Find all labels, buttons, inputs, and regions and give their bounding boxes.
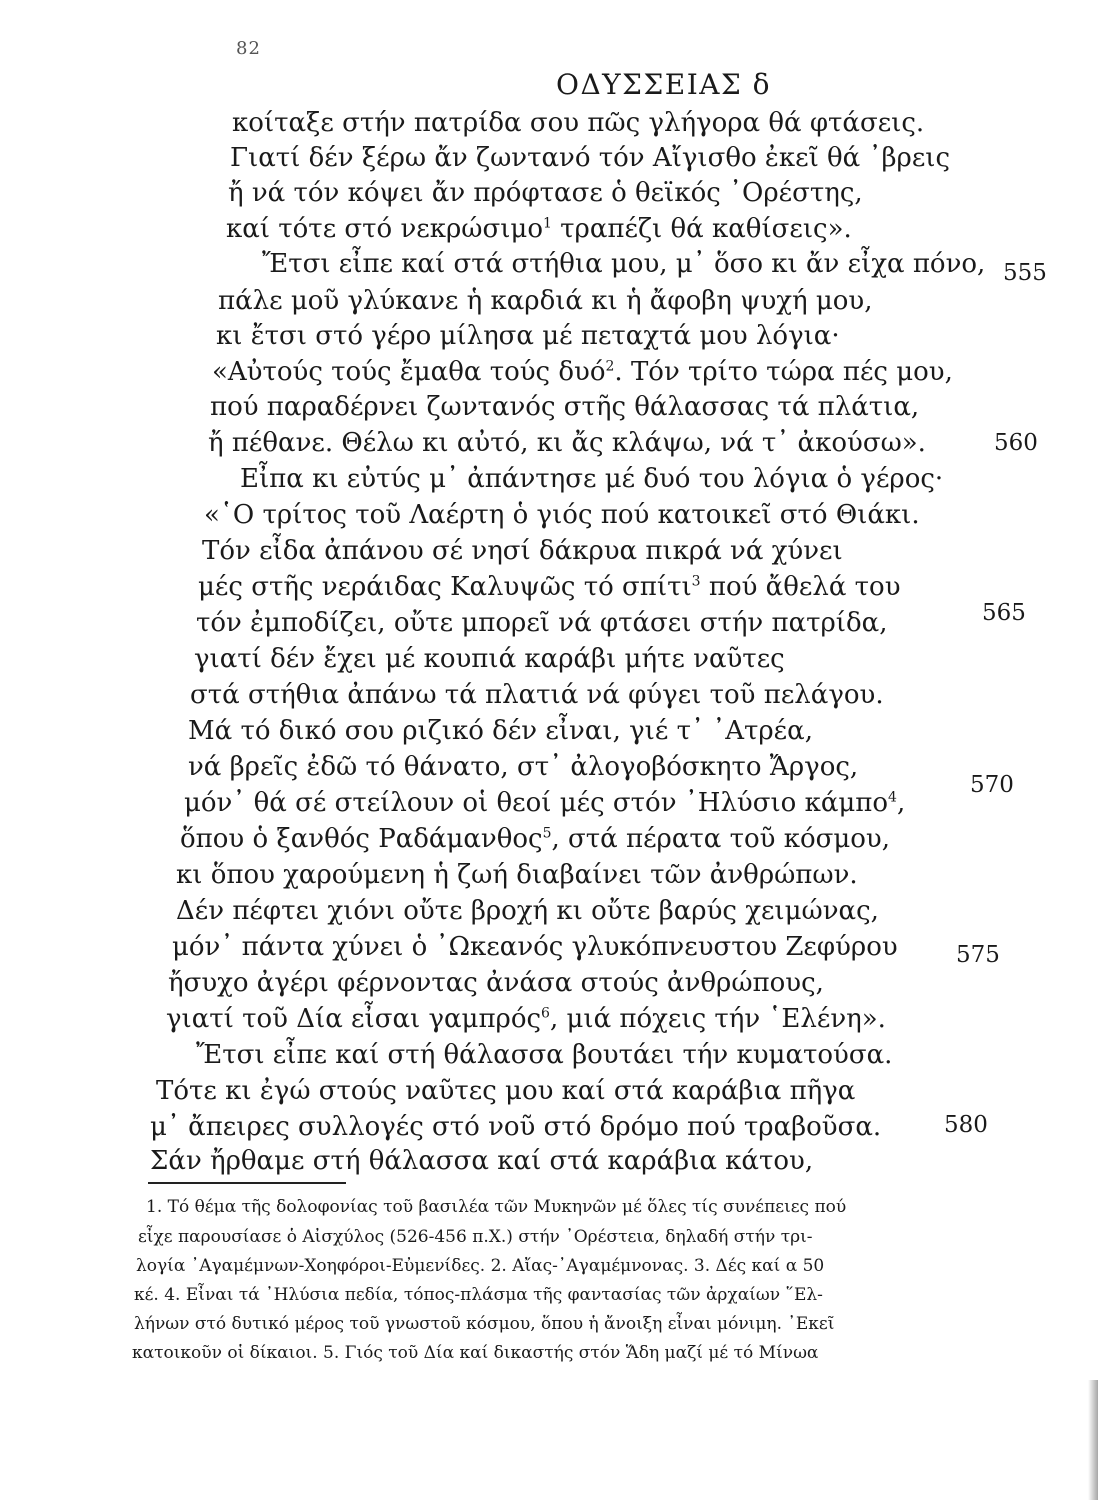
line-number: 560: [994, 430, 1038, 456]
verse-line: καί τότε στό νεκρώσιμο$^1$ τραπέζι θά καθίσεις».: [226, 214, 852, 244]
footnote-marker: 2: [605, 358, 615, 375]
verse-line: Ἔτσι εἶπε καί στή θάλασσα βουτάει τήν κυματούσα.: [196, 1040, 893, 1070]
footnote-marker: 6: [541, 1005, 550, 1022]
running-title: ΟΔΥΣΣΕΙΑΣ δ: [556, 68, 772, 101]
verse-line: κοίταξε στήν πατρίδα σου πῶς γλήγορα θά φτάσεις.: [232, 108, 925, 138]
verse-line: τόν ἐμποδίζει, οὔτε μπορεῖ νά φτάσει στήν πατρίδα,: [196, 608, 888, 638]
footnote-marker: 3: [691, 573, 701, 590]
verse-line: μές στῆς νεράιδας Καλυψῶς τό σπίτι$^3$ πού ἄθελά του: [198, 572, 901, 602]
footnote-line: λήνων στό δυτικό μέρος τοῦ γνωστοῦ κόσμου, ὅπου ἡ ἄνοιξη εἶναι μόνιμη. ᾿Εκεῖ: [134, 1314, 835, 1334]
verse-line: γιατί τοῦ Δία εἶσαι γαμπρός$^6$, μιά πόχεις τήν ῾Ελένη».: [166, 1004, 886, 1034]
line-number: 580: [944, 1112, 988, 1138]
line-number: 575: [956, 942, 1000, 968]
verse-line: μόν᾿ πάντα χύνει ὁ ᾿Ωκεανός γλυκόπνευστου Ζεφύρου: [172, 932, 898, 962]
verse-line: ἤ νά τόν κόψει ἄν πρόφτασε ὁ θεϊκός ᾿Ορέστης,: [228, 178, 863, 208]
verse-line: πού παραδέρνει ζωντανός στῆς θάλασσας τά πλάτια,: [210, 392, 920, 422]
verse-line: Μά τό δικό σου ριζικό δέν εἶναι, γιέ τ᾿ ᾿Ατρέα,: [188, 716, 813, 746]
line-number: 570: [970, 772, 1014, 798]
verse-line: Τόν εἶδα ἀπάνου σέ νησί δάκρυα πικρά νά χύνει: [202, 536, 843, 566]
verse-line: ἤσυχο ἀγέρι φέρνοντας ἀνάσα στούς ἀνθρώπους,: [168, 968, 824, 998]
verse-line: «Αὐτούς τούς ἔμαθα τούς δυό$^2$. Τόν τρίτο τώρα πές μου,: [212, 357, 953, 387]
verse-line: Τότε κι ἐγώ στούς ναῦτες μου καί στά καράβια πῆγα: [156, 1076, 856, 1106]
verse-line: νά βρεῖς ἐδῶ τό θάνατο, στ᾿ ἀλογοβόσκητο Ἄργος,: [188, 752, 859, 782]
footnote-marker: 5: [542, 825, 552, 842]
verse-line: κι ἔτσι στό γέρο μίλησα μέ πεταχτά μου λόγια·: [216, 321, 840, 351]
verse-line: Εἶπα κι εὐτύς μ᾿ ἀπάντησε μέ δυό του λόγια ὁ γέρος·: [240, 464, 944, 494]
verse-line: γιατί δέν ἔχει μέ κουπιά καράβι μήτε ναῦτες: [194, 644, 785, 674]
page-edge-shadow: [1088, 1380, 1098, 1500]
line-number: 555: [1003, 260, 1047, 286]
footnote-line: κατοικοῦν οἱ δίκαιοι. 5. Γιός τοῦ Δία καί δικαστής στόν Ἅδη μαζί μέ τό Μίνωα: [132, 1343, 819, 1363]
footnote-line: κέ. 4. Εἶναι τά ᾿Ηλύσια πεδία, τόπος-πλάσμα τῆς φαντασίας τῶν ἀρχαίων ῞Ελ-: [134, 1285, 823, 1305]
footnote-line: 1. Τό θέμα τῆς δολοφονίας τοῦ βασιλέα τῶν Μυκηνῶν μέ ὅλες τίς συνέπειες πού: [146, 1197, 847, 1217]
verse-line: πάλε μοῦ γλύκανε ἡ καρδιά κι ἡ ἄφοβη ψυχή μου,: [218, 286, 873, 316]
footnote-line: εἶχε παρουσίασε ὁ Αἰσχύλος (526-456 π.Χ.) στήν ᾿Ορέστεια, δηλαδή στήν τρι-: [138, 1227, 813, 1247]
verse-line: μ᾿ ἄπειρες συλλογές στό νοῦ στό δρόμο πού τραβοῦσα.: [150, 1112, 882, 1142]
verse-line: μόν᾿ θά σέ στείλουν οἱ θεοί μές στόν ᾿Ηλύσιο κάμπο$^4$,: [184, 788, 906, 818]
verse-line: κι ὅπου χαρούμενη ἡ ζωή διαβαίνει τῶν ἀνθρώπων.: [176, 860, 858, 890]
verse-line: Ἔτσι εἶπε καί στά στήθια μου, μ᾿ ὅσο κι ἄν εἶχα πόνο,: [262, 249, 986, 279]
verse-line: Σάν ἤρθαμε στή θάλασσα καί στά καράβια κάτου,: [150, 1146, 814, 1176]
verse-line: «῾Ο τρίτος τοῦ Λαέρτη ὁ γιός πού κατοικεῖ στό Θιάκι.: [204, 500, 920, 530]
verse-line: Γιατί δέν ξέρω ἄν ζωντανό τόν Αἴγισθο ἐκεῖ θά ᾿βρεις: [230, 143, 951, 173]
footnote-marker: 4: [888, 789, 897, 806]
page-number: 82: [236, 38, 261, 59]
verse-line: ὅπου ὁ ξανθός Ραδάμανθος$^5$, στά πέρατα τοῦ κόσμου,: [180, 824, 890, 854]
verse-line: Δέν πέφτει χιόνι οὔτε βροχή κι οὔτε βαρύς χειμώνας,: [176, 896, 879, 926]
line-number: 565: [982, 600, 1026, 626]
verse-line: στά στήθια ἀπάνω τά πλατιά νά φύγει τοῦ πελάγου.: [190, 680, 884, 710]
footnote-line: λογία ᾿Αγαμέμνων-Χοηφόροι-Εὐμενίδες. 2. Αἴας-᾿Αγαμέμνονας. 3. Δές καί α 50: [136, 1256, 825, 1276]
verse-line: ἤ πέθανε. Θέλω κι αὐτό, κι ἄς κλάψω, νά τ᾿ ἀκούσω».: [208, 428, 926, 458]
footnote-separator: [148, 1182, 346, 1184]
footnote-marker: 1: [542, 215, 552, 232]
